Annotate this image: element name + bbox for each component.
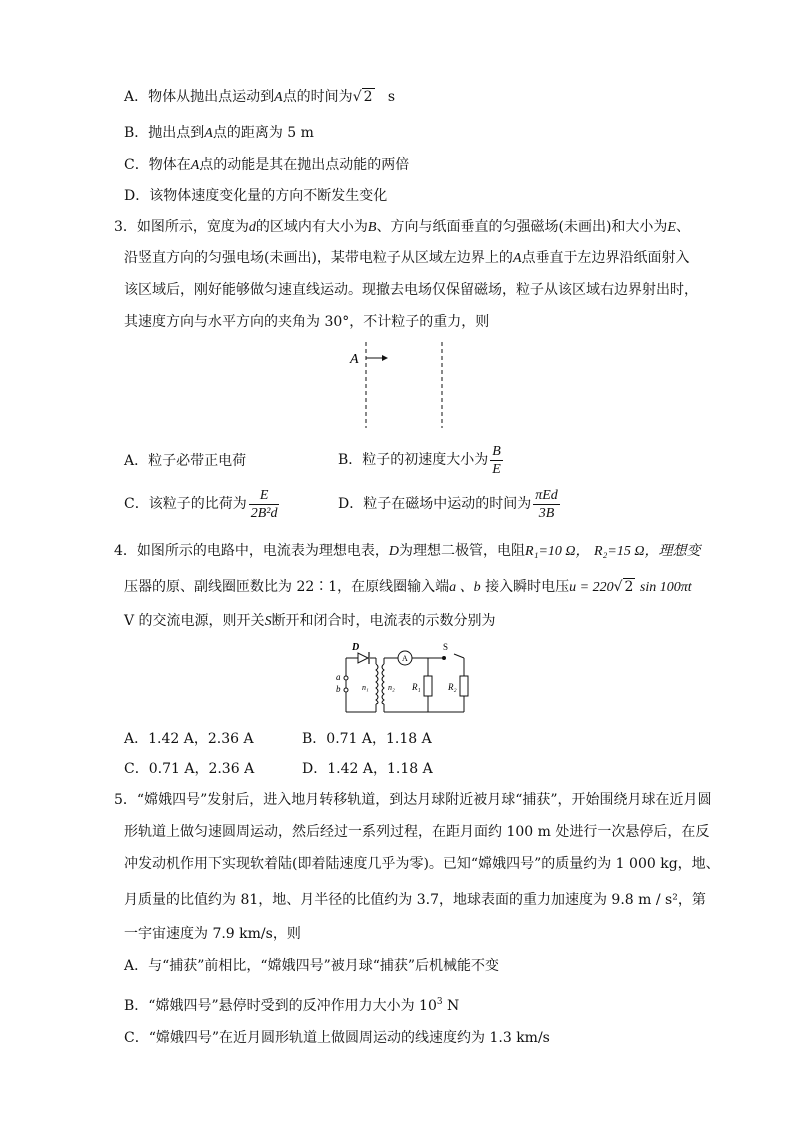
point-a-symbol: A bbox=[204, 126, 213, 141]
arrowhead-icon bbox=[382, 355, 388, 361]
q2-option-a-text: A．物体从抛出点运动到 bbox=[124, 89, 275, 105]
unit-s: s bbox=[387, 89, 396, 105]
q5-option-b-text: B．“嫦娥四号”悬停时受到的反冲作用力大小为 10 bbox=[124, 998, 437, 1014]
fraction-piEd-over-3b bbox=[533, 487, 560, 522]
q2-option-b bbox=[124, 124, 314, 143]
q3-text: 3．如图所示，宽度为 bbox=[114, 219, 249, 235]
q4-option-c: C．0.71 A，2.36 A bbox=[124, 761, 255, 777]
resistor-r1 bbox=[424, 676, 432, 696]
primary-coil bbox=[376, 664, 378, 704]
q4-circuit-diagram bbox=[318, 640, 478, 720]
unit-n: N bbox=[442, 998, 460, 1014]
fraction-b-over-e bbox=[490, 443, 503, 478]
fraction-numerator: πEd bbox=[535, 487, 558, 503]
q4-option-d: D．1.42 A，1.18 A bbox=[302, 761, 433, 777]
q5-stem-line3: 冲发动机作用下实现软着陆(即着陆速度几乎为零)。已知“嫦娥四号”的质量约为 1 000 kg，地、 bbox=[124, 856, 720, 872]
point-a-symbol: A bbox=[190, 158, 200, 173]
sqrt-expression: √ 2 bbox=[352, 89, 373, 105]
fraction-denominator: 2B²d bbox=[250, 505, 278, 521]
q5-stem-line1: 5．“嫦娥四号”发射后，进入地月转移轨道，到达月球附近被月球“捕获”，开始围绕月球在近月圆 bbox=[114, 792, 712, 808]
voltage-expression: u = 220 bbox=[569, 580, 614, 595]
fraction-denominator: E bbox=[492, 461, 501, 477]
q3-option-b-text: B．粒子的初速度大小为 bbox=[338, 452, 489, 468]
fraction-e-over-2b2d bbox=[249, 487, 280, 522]
q3-text: 、方向与纸面垂直的匀强磁场(未画出)和大小为 bbox=[376, 219, 668, 235]
q3-text: 的区域内有大小为 bbox=[255, 219, 368, 235]
q5-option-c: C．“嫦娥四号”在近月圆形轨道上做圆周运动的线速度约为 1.3 km/s bbox=[124, 1030, 550, 1046]
point-a-symbol: A bbox=[274, 90, 283, 105]
resistor-r1-value: R₁=10 Ω， bbox=[525, 544, 590, 559]
n1-label: n₁ bbox=[362, 683, 369, 692]
terminal-b-label: b bbox=[336, 684, 341, 694]
terminals-ab: a 、b bbox=[449, 580, 481, 595]
q4-text: 断开和闭合时，电流表的示数分别为 bbox=[271, 613, 496, 629]
diode-icon bbox=[358, 653, 368, 663]
q3-option-d bbox=[338, 484, 562, 524]
q3-stem-line1 bbox=[114, 218, 690, 237]
secondary-coil bbox=[382, 664, 384, 704]
sqrt-expression: √ 2 bbox=[613, 579, 634, 595]
switch-pivot bbox=[443, 657, 446, 660]
terminal-b-icon bbox=[344, 688, 348, 692]
q2-option-b-text2: 点的距离为 5 m bbox=[212, 125, 314, 141]
q4-text: 4．如图所示的电路中，电流表为理想电表， bbox=[114, 543, 389, 559]
terminal-a-icon bbox=[344, 676, 348, 680]
q4-option-a: A．1.42 A，2.36 A bbox=[124, 731, 254, 747]
switch-blade bbox=[454, 654, 464, 658]
diode-label: D bbox=[352, 642, 360, 653]
resistor-r2-value: R₂=15 Ω，理想变 bbox=[593, 544, 701, 559]
q4-option-b: B．0.71 A，1.18 A bbox=[302, 731, 432, 747]
q4-text: 接入瞬时电压 bbox=[485, 579, 570, 595]
q2-option-b-text: B．抛出点到 bbox=[124, 125, 205, 141]
q5-stem-line4: 月质量的比值约为 81，地、月半径的比值约为 3.7，地球表面的重力加速度为 9.8 m / s²，第 bbox=[124, 892, 706, 908]
sqrt-value: 2 bbox=[624, 579, 634, 595]
n2-label: n₂ bbox=[388, 683, 395, 692]
symbol-b: B bbox=[367, 220, 377, 235]
sine-expression: sin 100πt bbox=[639, 580, 692, 595]
q3-text: 点垂直于左边界沿纸面射入 bbox=[521, 250, 690, 266]
exponent: 3 bbox=[436, 997, 443, 1007]
q3-stem-line3: 该区域后，刚好能够做匀速直线运动。现撤去电场仅保留磁场，粒子从该区域右边界射出时， bbox=[124, 282, 698, 298]
q2-option-a bbox=[124, 88, 395, 107]
point-a-label: A bbox=[350, 352, 359, 367]
q5-option-b bbox=[124, 993, 459, 1015]
q5-option-a: A．与“捕获”前相比，“嫦娥四号”被月球“捕获”后机械能不变 bbox=[124, 958, 500, 974]
q3-stem-line2 bbox=[124, 249, 690, 268]
q3-text: 沿竖直方向的匀强电场(未画出)，某带电粒子从区域左边界上的 bbox=[124, 250, 513, 266]
q3-option-b bbox=[338, 440, 505, 480]
q3-option-a: A．粒子必带正电荷 bbox=[124, 453, 247, 469]
q5-stem-line5: 一宇宙速度为 7.9 km/s，则 bbox=[124, 926, 301, 942]
symbol-d: D bbox=[388, 544, 400, 559]
r2-label: R₂ bbox=[448, 682, 457, 692]
q3-option-c bbox=[124, 484, 281, 524]
symbol-s: S bbox=[264, 614, 272, 629]
switch-label: S bbox=[443, 642, 449, 652]
q4-stem-line2 bbox=[124, 578, 692, 597]
q3-field-region-figure bbox=[340, 338, 460, 432]
q3-option-d-text: D．粒子在磁场中运动的时间为 bbox=[338, 496, 532, 512]
symbol-d: d bbox=[248, 220, 256, 235]
q2-option-a-text2: 点的时间为 bbox=[282, 89, 353, 105]
q4-stem-line1 bbox=[114, 542, 700, 561]
q3-stem-line4: 其速度方向与水平方向的夹角为 30°，不计粒子的重力，则 bbox=[124, 314, 490, 330]
r1-label: R₁ bbox=[412, 682, 421, 692]
q2-option-d: D．该物体速度变化量的方向不断发生变化 bbox=[124, 188, 388, 204]
fraction-numerator: E bbox=[249, 487, 280, 505]
q3-text: 、 bbox=[675, 219, 690, 235]
q2-option-c-text: C．物体在 bbox=[124, 157, 191, 173]
resistor-r2 bbox=[460, 676, 468, 696]
q4-stem-line3 bbox=[124, 612, 496, 631]
symbol-a: A bbox=[512, 251, 522, 266]
q4-text: 压器的原、副线圈匝数比为 22∶1，在原线圈输入端 bbox=[124, 579, 450, 595]
q4-text: 为理想二极管，电阻 bbox=[399, 543, 526, 559]
terminal-a-label: a bbox=[336, 672, 341, 682]
q4-text: V 的交流电源，则开关 bbox=[124, 613, 265, 629]
q2-option-c-text2: 点的动能是其在抛出点动能的两倍 bbox=[199, 157, 410, 173]
fraction-denominator: 3B bbox=[538, 505, 555, 521]
fraction-numerator: B bbox=[492, 443, 501, 459]
ammeter-label: A bbox=[402, 654, 408, 663]
sqrt-value: 2 bbox=[363, 89, 373, 105]
q3-option-c-text: C．该粒子的比荷为 bbox=[124, 496, 247, 512]
q2-option-c bbox=[124, 156, 409, 175]
q5-stem-line2: 形轨道上做匀速圆周运动，然后经过一系列过程，在距月面约 100 m 处进行一次悬停后，在反 bbox=[124, 824, 710, 840]
symbol-e: E bbox=[667, 220, 676, 235]
